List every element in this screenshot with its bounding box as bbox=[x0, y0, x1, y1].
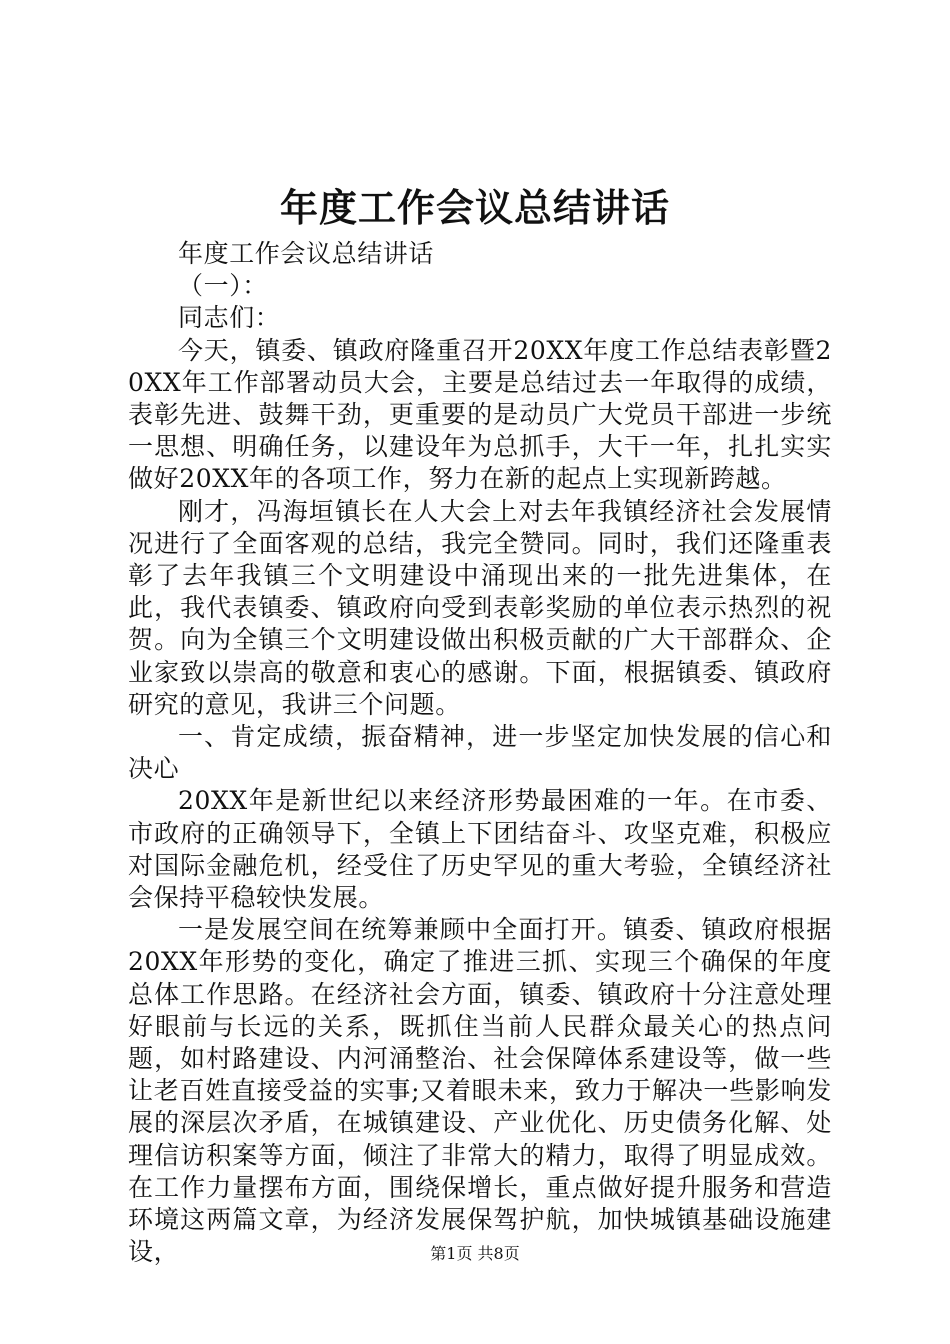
paragraph-review: 刚才，冯海垣镇长在人大会上对去年我镇经济社会发展情况进行了全面客观的总结，我完全赞同。同时，我们还隆重表彰了去年我镇三个文明建设中涌现出来的一批先进集体，在此，我代表镇委、镇政府向受到表彰奖励的单位表示热烈的祝贺。向为全镇三个文明建设做出积极贡献的广大干部群众、企业家致以崇高的敬意和衷心的感谢。下面，根据镇委、镇政府研究的意见，我讲三个问题。 bbox=[128, 496, 832, 719]
paragraph-salutation: 同志们： bbox=[178, 303, 281, 333]
paragraph-subtitle: 年度工作会议总结讲话 bbox=[178, 239, 435, 268]
paragraph-section-number: （一）： bbox=[178, 271, 268, 301]
page-number-footer: 第1页 共8页 bbox=[430, 1244, 520, 1263]
paragraph-opening: 今天，镇委、镇政府隆重召开20XX年度工作总结表彰暨20XX年工作部署动员大会，主要是总结过去一年取得的成绩，表彰先进、鼓舞干劲，更重要的是动员广大党员干部进一步统一思想、明确任务，以建设年为总抓手，大干一年，扎扎实实做好20XX年的各项工作，努力在新的起点上实现新跨越。 bbox=[128, 335, 832, 494]
document-body bbox=[128, 238, 832, 1269]
paragraph-heading-one: 一、肯定成绩，振奋精神，进一步坚定加快发展的信心和决心 bbox=[128, 722, 832, 784]
paragraph-point-one: 一是发展空间在统筹兼顾中全面打开。镇委、镇政府根据20XX年形势的变化，确定了推进三抓、实现三个确保的年度总体工作思路。在经济社会方面，镇委、镇政府十分注意处理好眼前与长远的关系，既抓住当前人民群众最关心的热点问题，如村路建设、内河涌整治、社会保障体系建设等，做一些让老百姓直接受益的实事;又着眼未来，致力于解决一些影响发展的深层次矛盾，在城镇建设、产业优化、历史债务化解、处理信访积案等方面，倾注了非常大的精力，取得了明显成效。在工作力量摆布方面，围绕保增长，重点做好提升服务和营造环境这两篇文章，为经济发展保驾护航，加快城镇基础设施建设， bbox=[128, 915, 832, 1267]
document-title: 年度工作会议总结讲话 bbox=[279, 185, 670, 230]
paragraph-overview: 20XX年是新世纪以来经济形势最困难的一年。在市委、市政府的正确领导下，全镇上下团结奋斗、攻坚克难，积极应对国际金融危机，经受住了历史罕见的重大考验，全镇经济社会保持平稳较快发展。 bbox=[128, 786, 832, 913]
